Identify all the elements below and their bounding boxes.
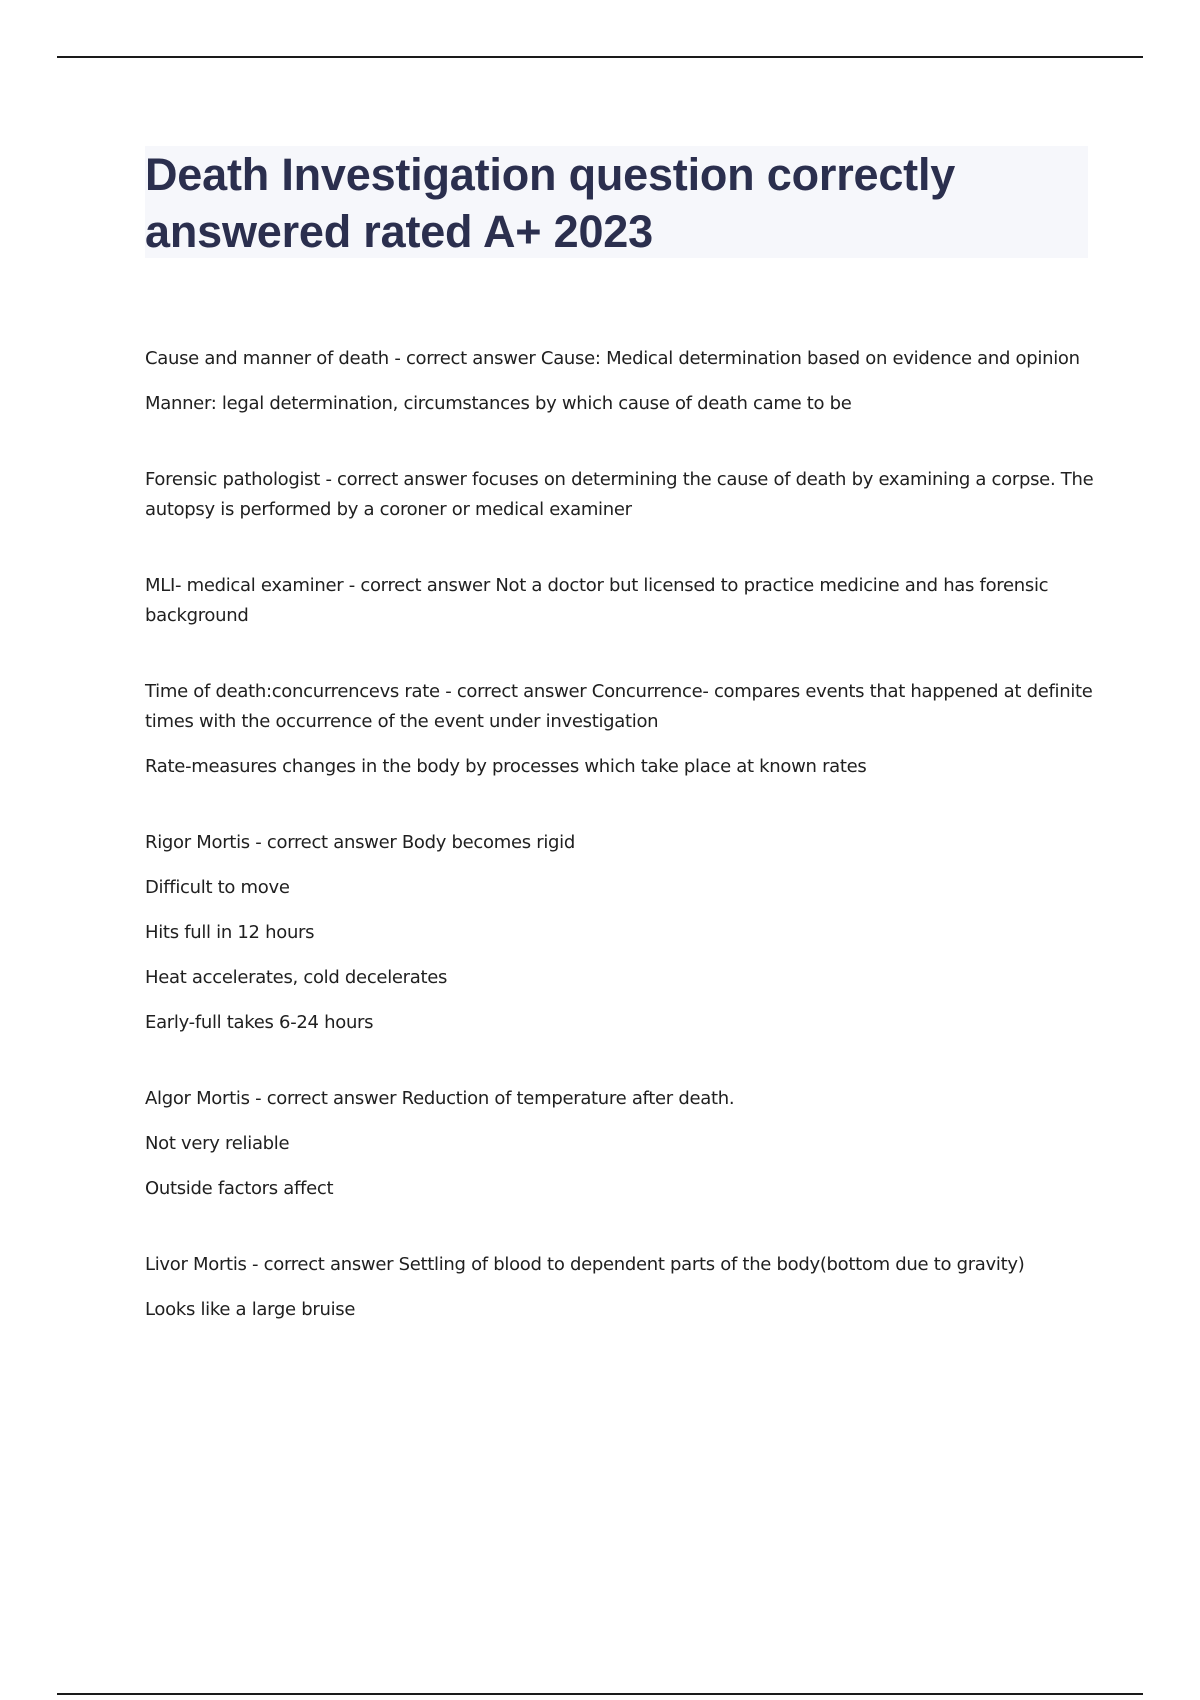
qa-line: MLI- medical examiner - correct answer Not a doctor but licensed to practice medicine and has forensic background	[145, 575, 1049, 626]
qa-line: Time of death:concurrencevs rate - correct answer Concurrence- compares events that happened at definite times with the occurrence of the event under investigation	[145, 681, 1093, 732]
qa-line: Hits full in 12 hours	[145, 922, 315, 943]
qa-line: Early-full takes 6-24 hours	[145, 1012, 374, 1033]
qa-line: Algor Mortis - correct answer Reduction of temperature after death.	[145, 1088, 735, 1109]
qa-content	[145, 344, 1095, 1371]
bottom-divider	[57, 1693, 1143, 1695]
page-title: Death Investigation question correctly answered rated A+ 2023	[145, 149, 956, 257]
qa-entry-algor-mortis	[145, 1084, 1095, 1204]
qa-line: Forensic pathologist - correct answer focuses on determining the cause of death by examining a corpse. The autopsy is performed by a coroner or medical examiner	[145, 469, 1094, 520]
qa-line: Heat accelerates, cold decelerates	[145, 967, 448, 988]
qa-entry-forensic-pathologist	[145, 465, 1095, 525]
qa-line: Cause and manner of death - correct answer Cause: Medical determination based on evidence and opinion	[145, 348, 1080, 369]
qa-entry-livor-mortis	[145, 1250, 1095, 1325]
qa-line: Livor Mortis - correct answer Settling of blood to dependent parts of the body(bottom due to gravity)	[145, 1254, 1025, 1275]
qa-entry-rigor-mortis	[145, 828, 1095, 1038]
qa-line: Outside factors affect	[145, 1178, 334, 1199]
qa-entry-time-of-death	[145, 677, 1095, 782]
qa-line: Manner: legal determination, circumstances by which cause of death came to be	[145, 393, 852, 414]
qa-line: Looks like a large bruise	[145, 1299, 356, 1320]
qa-entry-medical-examiner	[145, 571, 1095, 631]
top-divider	[57, 56, 1143, 58]
title-banner	[145, 146, 1088, 258]
qa-line: Difficult to move	[145, 877, 290, 898]
qa-line: Rigor Mortis - correct answer Body becomes rigid	[145, 832, 576, 853]
qa-entry-cause-manner	[145, 344, 1095, 419]
qa-line: Rate-measures changes in the body by processes which take place at known rates	[145, 756, 867, 777]
qa-line: Not very reliable	[145, 1133, 290, 1154]
